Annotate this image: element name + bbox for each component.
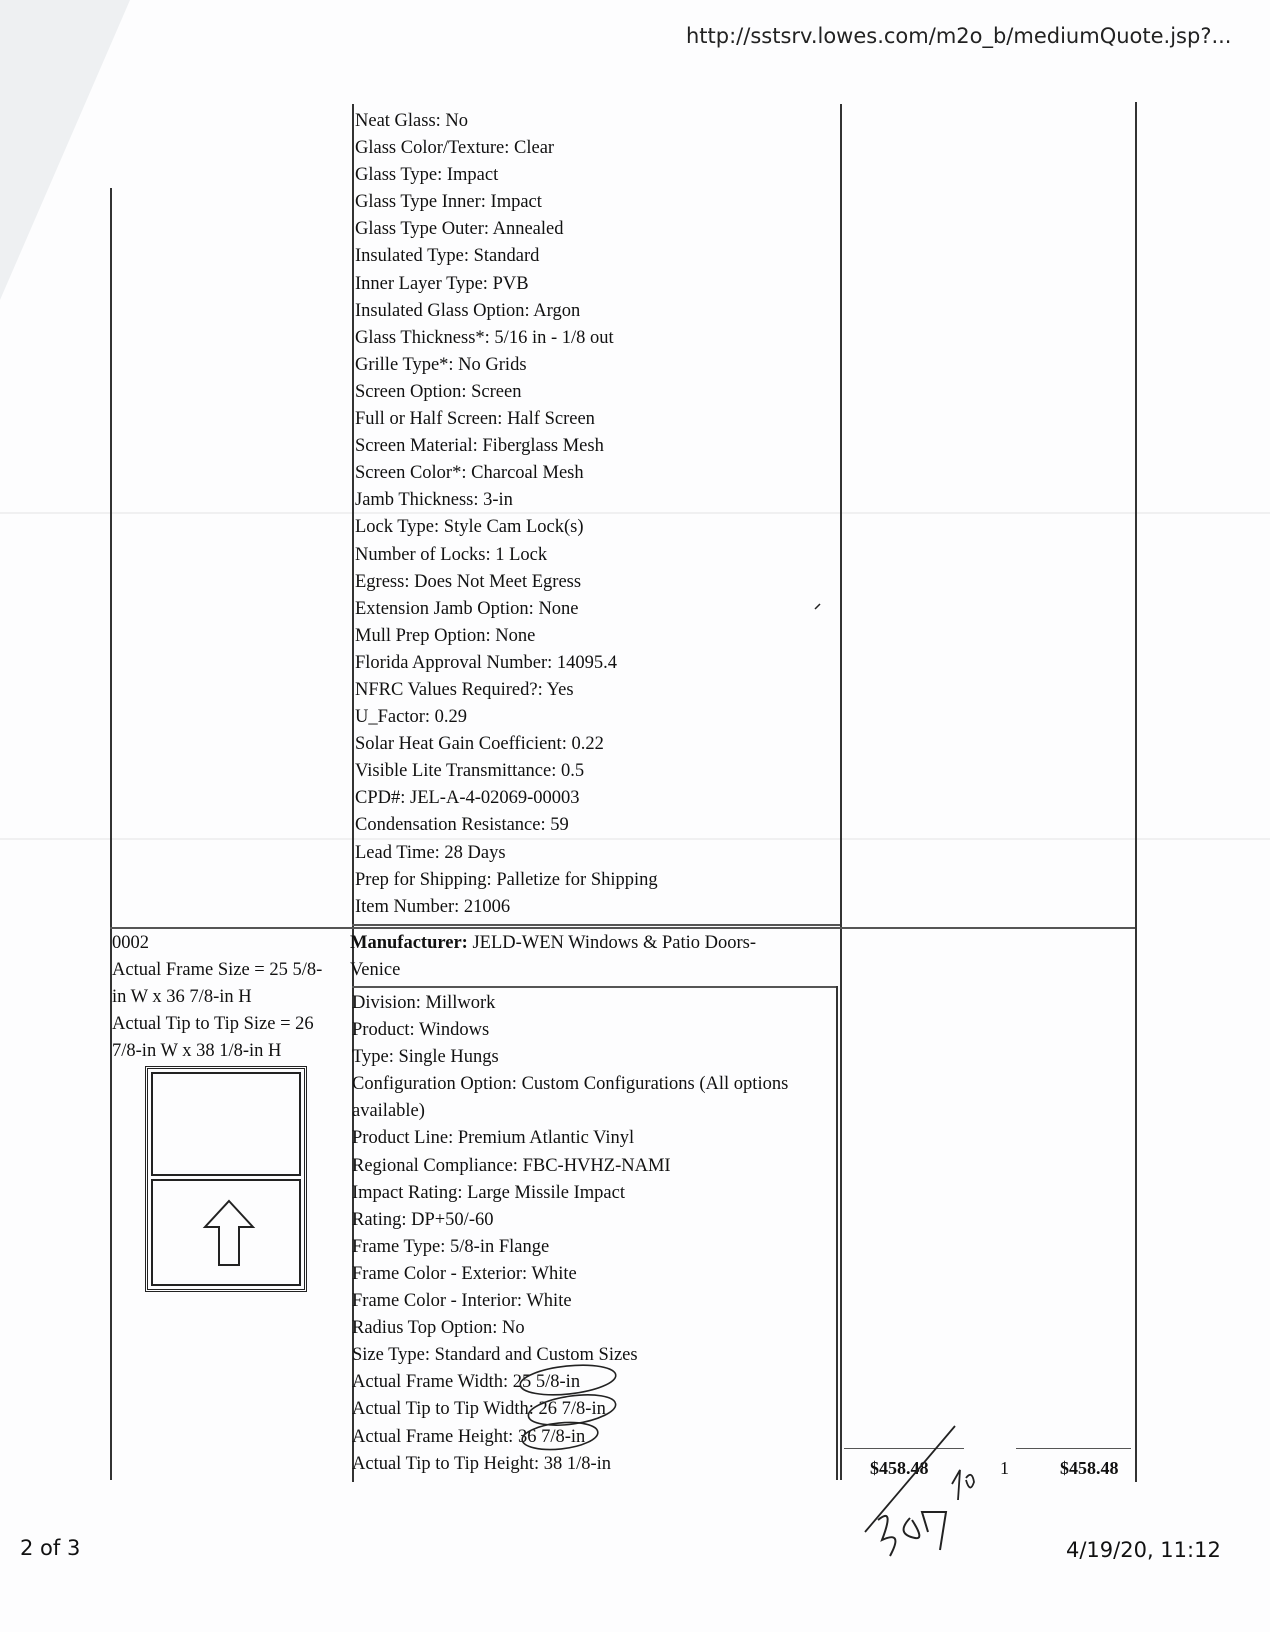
total-price: $458.48: [1060, 1458, 1119, 1478]
spec-line: Item Number: 21006: [355, 896, 511, 917]
frame-size-text: in W x 36 7/8-in H: [112, 987, 252, 1007]
spec-line: Lock Type: Style Cam Lock(s): [355, 517, 584, 538]
spec-line: Full or Half Screen: Half Screen: [355, 409, 595, 430]
spec-line: Glass Type Inner: Impact: [355, 192, 542, 213]
spec-line: Condensation Resistance: 59: [355, 815, 569, 836]
spec-line: Screen Material: Fiberglass Mesh: [355, 436, 604, 457]
spec-line: Mull Prep Option: None: [355, 625, 536, 646]
spec-line: Egress: Does Not Meet Egress: [355, 571, 582, 592]
spec-line: Frame Color - Interior: White: [352, 1291, 572, 1312]
tip-size-text: Actual Tip to Tip Size = 26: [112, 1014, 314, 1034]
page-url: http://sstsrv.lowes.com/m2o_b/mediumQuote.jsp?...: [686, 24, 1232, 48]
line-number: 0002: [112, 933, 149, 953]
spec-line: Jamb Thickness: 3-in: [355, 490, 513, 511]
spec-line: Product: Windows: [352, 1020, 490, 1041]
spec-line: Grille Type*: No Grids: [355, 354, 527, 375]
spec-line: Actual Tip to Tip Width: 26 7/8-in: [352, 1399, 606, 1420]
spec-line: Insulated Glass Option: Argon: [355, 300, 581, 321]
spec-line: Frame Type: 5/8-in Flange: [352, 1236, 550, 1257]
spec-line: available): [352, 1101, 425, 1122]
spec-line: Prep for Shipping: Palletize for Shipping: [355, 869, 658, 890]
spec-line: Actual Frame Width: 25 5/8-in: [352, 1372, 581, 1393]
quantity: 1: [1000, 1458, 1009, 1478]
spec-line: Florida Approval Number: 14095.4: [355, 652, 618, 673]
spec-line: Insulated Type: Standard: [355, 246, 540, 267]
unit-price: $458.48: [870, 1458, 929, 1478]
spec-line: Screen Option: Screen: [355, 381, 522, 402]
spec-line: Regional Compliance: FBC-HVHZ-NAMI: [352, 1155, 671, 1176]
spec-line: Number of Locks: 1 Lock: [355, 544, 548, 565]
spec-line: Division: Millwork: [352, 993, 496, 1013]
spec-line: Actual Tip to Tip Height: 38 1/8-in: [352, 1453, 612, 1474]
spec-line: Glass Color/Texture: Clear: [355, 138, 555, 159]
spec-line: Visible Lite Transmittance: 0.5: [355, 761, 585, 782]
spec-line: U_Factor: 0.29: [355, 707, 468, 728]
spec-line: Screen Color*: Charcoal Mesh: [355, 463, 584, 484]
spec-line: Frame Color - Exterior: White: [352, 1263, 577, 1284]
frame-size-text: Actual Frame Size = 25 5/8-: [112, 960, 323, 980]
manufacturer-name: JELD-WEN Windows & Patio Doors-: [472, 933, 757, 953]
page-number: 2 of 3: [20, 1536, 81, 1560]
spec-line: Actual Frame Height: 36 7/8-in: [352, 1426, 586, 1447]
tip-size-text: 7/8-in W x 38 1/8-in H: [112, 1041, 282, 1061]
spec-line: Radius Top Option: No: [352, 1318, 525, 1339]
manufacturer-name-cont: Venice: [350, 960, 401, 980]
manufacturer-label: Manufacturer:: [350, 933, 468, 953]
spec-line: Glass Type Outer: Annealed: [355, 219, 564, 240]
spec-line: NFRC Values Required?: Yes: [355, 679, 574, 700]
spec-line: Solar Heat Gain Coefficient: 0.22: [355, 734, 604, 755]
spec-line: Inner Layer Type: PVB: [355, 273, 529, 294]
spec-line: Extension Jamb Option: None: [355, 598, 579, 619]
spec-line: Rating: DP+50/-60: [352, 1209, 494, 1230]
spec-line: Configuration Option: Custom Configurations (All options: [352, 1074, 789, 1095]
spec-line: CPD#: JEL-A-4-02069-00003: [355, 788, 580, 809]
spec-line: Product Line: Premium Atlantic Vinyl: [352, 1128, 635, 1149]
print-timestamp: 4/19/20, 11:12: [1066, 1538, 1221, 1562]
spec-line: Impact Rating: Large Missile Impact: [352, 1182, 625, 1203]
spec-line: Glass Thickness*: 5/16 in - 1/8 out: [355, 327, 614, 348]
spec-line: Neat Glass: No: [355, 111, 469, 131]
spec-line: Lead Time: 28 Days: [355, 842, 506, 863]
spec-line: Size Type: Standard and Custom Sizes: [352, 1345, 638, 1366]
spec-line: Type: Single Hungs: [352, 1047, 499, 1068]
spec-line: Glass Type: Impact: [355, 165, 499, 186]
